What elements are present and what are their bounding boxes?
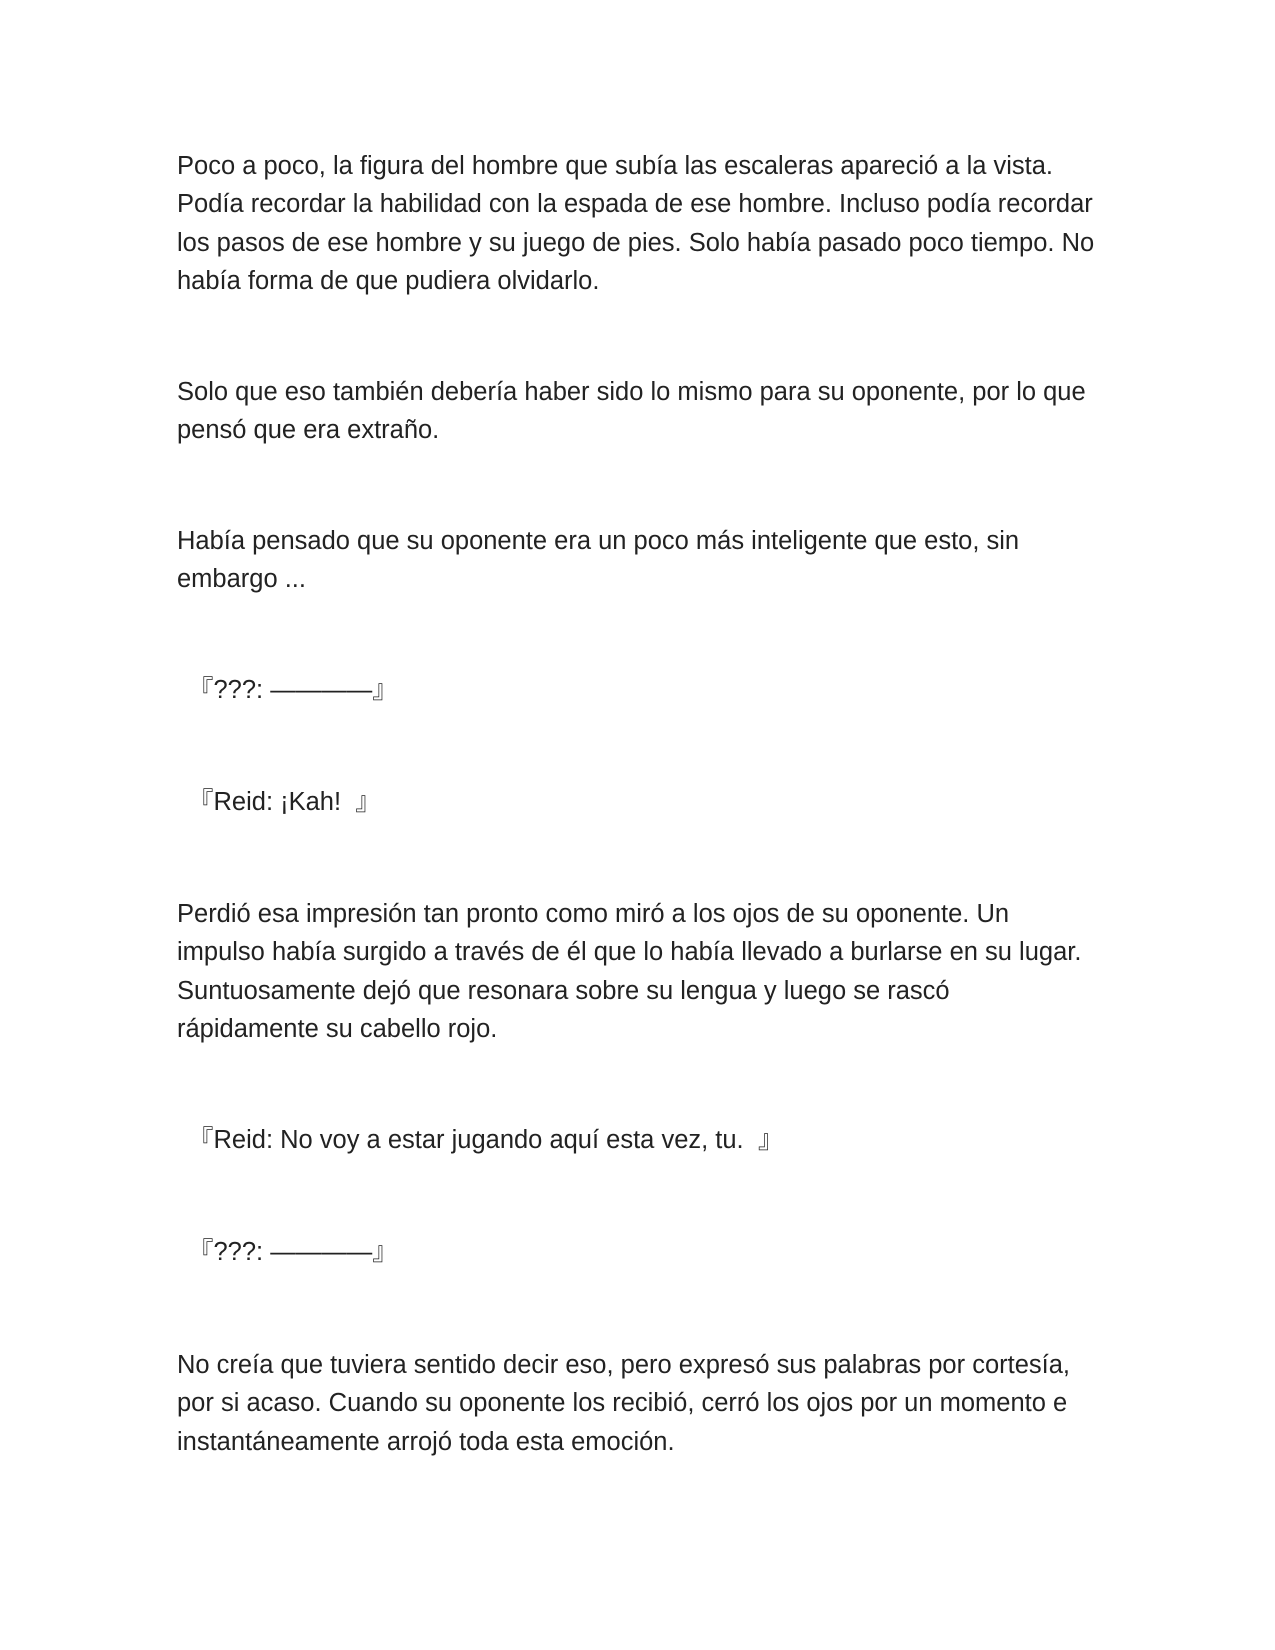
dialogue-line: 『???: ————』 <box>188 1238 398 1266</box>
dialogue-line: 『???: ————』 <box>188 676 398 704</box>
paragraph: Solo que eso también debería haber sido lo mismo para su oponente, por lo que pensó que era extraño. <box>177 378 1086 445</box>
paragraph: Poco a poco, la figura del hombre que subía las escaleras apareció a la vista. Podía recordar la habilidad con la espada de ese hombre. Incluso podía recordar los pasos de ese hombre y su juego de pies. Solo había pasado poco tiempo. No había forma de que pudiera olvidarlo. <box>177 152 1095 295</box>
paragraph: Había pensado que su oponente era un poco más inteligente que esto, sin embargo ... <box>177 527 1020 594</box>
paragraph: No creía que tuviera sentido decir eso, pero expresó sus palabras por cortesía, por si acaso. Cuando su oponente los recibió, cerró los ojos por un momento e instantáneamente arrojó toda esta emoción. <box>177 1351 1070 1456</box>
paragraph: Perdió esa impresión tan pronto como miró a los ojos de su oponente. Un impulso había surgido a través de él que lo había llevado a burlarse en su lugar. Suntuosamente dejó que resonara sobre su lengua y luego se rascó rápidamente su cabello rojo. <box>177 900 1082 1043</box>
dialogue-line: 『Reid: ¡Kah! 』 <box>188 788 381 816</box>
dialogue-line: 『Reid: No voy a estar jugando aquí esta vez, tu. 』 <box>188 1126 784 1154</box>
